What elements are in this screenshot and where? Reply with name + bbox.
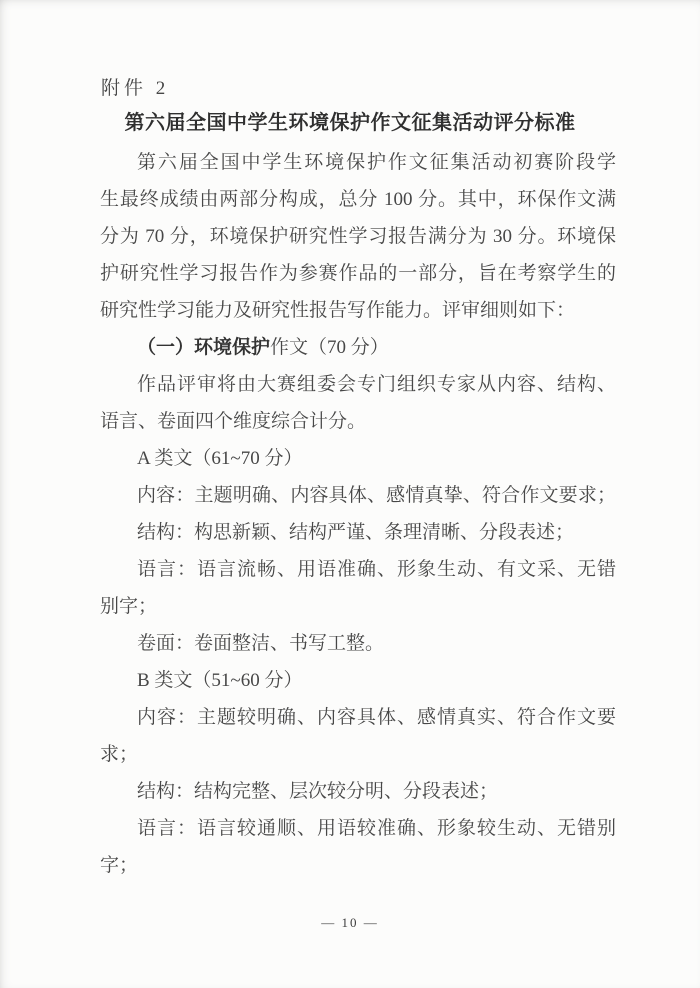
section-1-heading-bold: （一）环境保护 xyxy=(137,337,271,358)
section-1-heading xyxy=(100,329,616,366)
grade-b-criteria-content: 内容：主题较明确、内容具体、感情真实、符合作文要 xyxy=(137,707,616,728)
intro-line: 分为 70 分，环境保护研究性学习报告满分为 30 分。环境保 xyxy=(100,226,616,247)
attachment-label: 附件 2 xyxy=(101,78,170,99)
grade-b-criteria-language-cont: 字； xyxy=(100,855,139,876)
intro-line: 第六届全国中学生环境保护作文征集活动初赛阶段学 xyxy=(137,152,616,173)
grade-b-heading: B 类文（51~60 分） xyxy=(137,670,303,691)
intro-line: 研究性学习能力及研究性报告写作能力。评审细则如下： xyxy=(100,300,576,321)
section-1-paragraph-line: 作品评审将由大赛组委会专门组织专家从内容、结构、 xyxy=(137,374,616,395)
document-body xyxy=(100,144,616,884)
grade-b-criteria-language: 语言：语言较通顺、用语较准确、形象较生动、无错别 xyxy=(137,818,616,839)
grade-a-criteria-language: 语言：语言流畅、用语准确、形象生动、有文采、无错 xyxy=(137,559,616,580)
grade-a-criteria-neatness: 卷面：卷面整洁、书写工整。 xyxy=(137,633,385,654)
grade-a-criteria-structure: 结构：构思新颖、结构严谨、条理清晰、分段表述； xyxy=(137,522,575,543)
section-1-paragraph-line: 语言、卷面四个维度综合计分。 xyxy=(100,411,367,432)
grade-b-criteria-content-cont: 求； xyxy=(100,744,139,765)
grade-a-criteria-content: 内容：主题明确、内容具体、感情真挚、符合作文要求； xyxy=(137,485,616,506)
document-title: 第六届全国中学生环境保护作文征集活动评分标准 xyxy=(124,112,576,134)
intro-line: 生最终成绩由两部分构成，总分 100 分。其中，环保作文满 xyxy=(100,189,616,210)
grade-a-heading: A 类文（61~70 分） xyxy=(137,448,303,469)
section-1-heading-rest: 作文（70 分） xyxy=(270,337,389,358)
grade-a-criteria-language-cont: 别字； xyxy=(100,596,158,617)
page-number: — 10 — xyxy=(321,915,379,930)
grade-b-criteria-structure: 结构：结构完整、层次较分明、分段表述； xyxy=(137,781,499,802)
intro-line: 护研究性学习报告作为参赛作品的一部分，旨在考察学生的 xyxy=(100,263,616,284)
